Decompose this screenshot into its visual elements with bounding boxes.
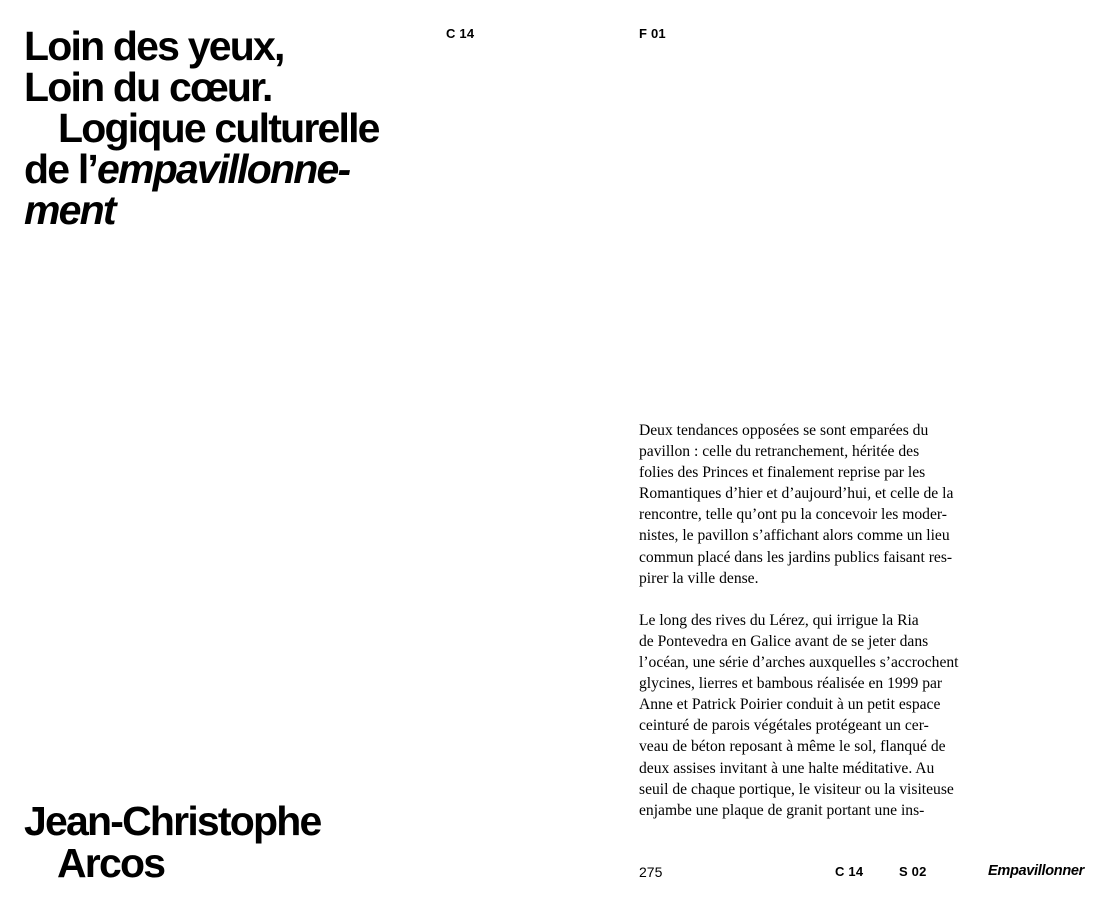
paragraph-2	[639, 610, 1069, 821]
title-line-2: Loin du cœur.	[24, 64, 272, 110]
text-line: veau de béton reposant à même le sol, flanqué de	[639, 738, 946, 756]
chapter-title	[24, 23, 444, 233]
footer-section-code: S 02	[899, 864, 927, 879]
title-line-5	[24, 187, 444, 233]
title-line-4-prefix: de l’	[24, 146, 98, 192]
text-line: Anne et Patrick Poirier conduit à un petit espace	[639, 696, 941, 714]
text-line: nistes, le pavillon s’affichant alors comme un lieu	[639, 527, 950, 545]
body-text	[639, 420, 1069, 821]
page-number: 275	[639, 864, 663, 880]
text-line: l’océan, une série d’arches auxquelles s’accrochent	[639, 654, 959, 672]
figure-code: F 01	[639, 26, 666, 41]
text-line: Le long des rives du Lérez, qui irrigue la Ria	[639, 611, 919, 629]
text-line: de Pontevedra en Galice avant de se jeter dans	[639, 632, 929, 650]
text-line: enjambe une plaque de granit portant une ins-	[639, 801, 925, 819]
author-name	[24, 800, 321, 884]
footer-chapter-code: C 14	[835, 864, 864, 879]
text-line: seuil de chaque portique, le visiteur ou la visiteuse	[639, 780, 954, 798]
text-line: pirer la ville dense.	[639, 569, 759, 587]
title-line-3: Logique culturelle	[58, 105, 379, 151]
text-line: rencontre, telle qu’ont pu la concevoir les moder-	[639, 506, 947, 524]
title-line-4-italic: empavillonne-	[97, 146, 350, 192]
paragraph-gap	[639, 589, 1069, 610]
author-first-name: Jean-Christophe	[24, 798, 321, 844]
text-line: Romantiques d’hier et d’aujourd’hui, et celle de la	[639, 485, 954, 503]
text-line: pavillon : celle du retranchement, héritée des	[639, 443, 920, 461]
text-line: folies des Princes et finalement reprise par les	[639, 464, 926, 482]
chapter-code-top: C 14	[446, 26, 475, 41]
text-line: deux assises invitant à une halte méditative. Au	[639, 759, 935, 777]
running-title: Empavillonner	[988, 863, 1085, 879]
text-line: Deux tendances opposées se sont emparées du	[639, 422, 929, 439]
title-line-1: Loin des yeux,	[24, 23, 284, 69]
title-line-4	[24, 146, 444, 192]
text-line: commun placé dans les jardins publics faisant res-	[639, 548, 953, 566]
author-last-name: Arcos	[57, 840, 165, 886]
text-line: ceinturé de parois végétales protégeant un cer-	[639, 717, 929, 735]
paragraph-1	[639, 420, 1069, 589]
text-line: glycines, lierres et bambous réalisée en 1999 par	[639, 675, 943, 693]
title-line-5-italic: ment	[24, 187, 115, 233]
